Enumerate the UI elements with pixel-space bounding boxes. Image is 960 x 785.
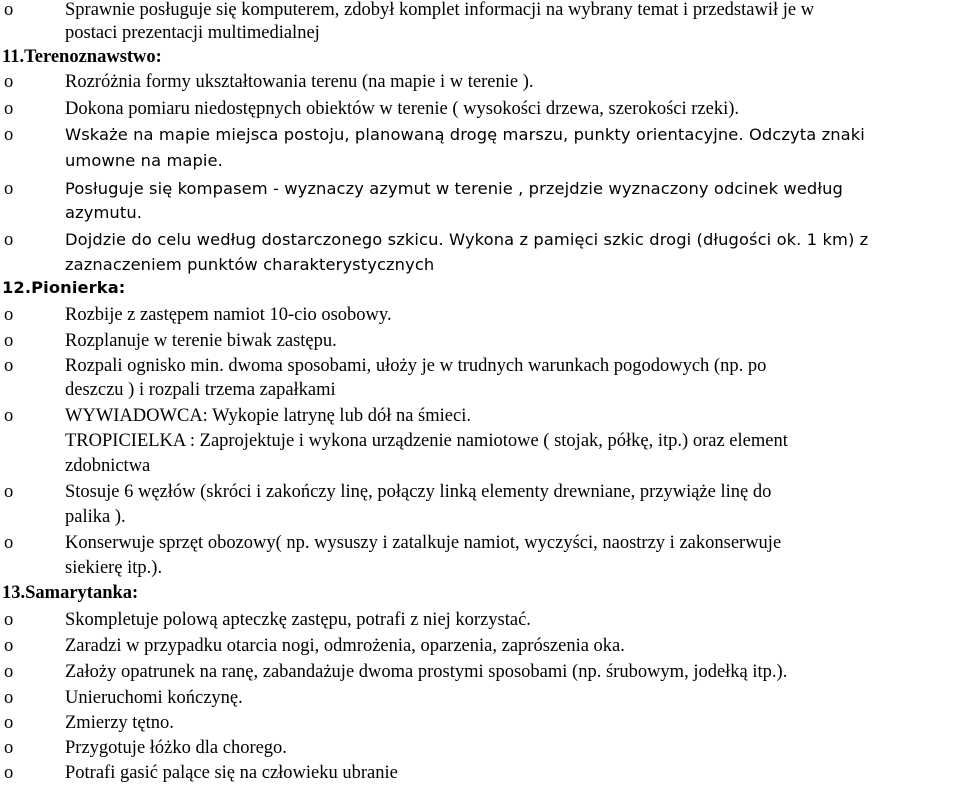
- section-heading-text: 12.Pionierka:: [2, 278, 126, 297]
- bullet-marker: o: [4, 356, 14, 376]
- bullet-marker: o: [4, 125, 14, 145]
- list-item-text: Zaradzi w przypadku otarcia nogi, odmrożenia, oparzenia, zaprószenia oka.: [65, 636, 625, 656]
- list-item-text: Rozróżnia formy ukształtowania terenu (na mapie i w terenie ).: [65, 72, 534, 92]
- list-item-text: Konserwuje sprzęt obozowy( np. wysuszy i zatalkuje namiot, wyczyści, naostrzy i zakonserwuje: [65, 533, 782, 553]
- bullet-marker: o: [4, 230, 14, 250]
- list-item-text: Stosuje 6 węzłów (skróci i zakończy linę, połączy linką elementy drewniane, przywiąże linę do: [65, 482, 772, 502]
- bullet-marker: o: [4, 738, 14, 758]
- list-item-text: WYWIADOWCA: Wykopie latrynę lub dół na śmieci.: [65, 406, 471, 426]
- list-item-text: postaci prezentacji multimedialnej: [65, 23, 320, 43]
- bullet-marker: o: [4, 688, 14, 708]
- list-item-text: TROPICIELKA : Zaprojektuje i wykona urządzenie namiotowe ( stojak, półkę, itp.) oraz element: [65, 431, 788, 451]
- list-item-text: Unieruchomi kończynę.: [65, 688, 243, 708]
- bullet-marker: o: [4, 533, 14, 553]
- list-item-text: Rozbije z zastępem namiot 10-cio osobowy.: [65, 305, 392, 325]
- section-heading: [2, 45, 162, 69]
- bullet-marker: o: [4, 305, 14, 325]
- bullet-marker: o: [4, 482, 14, 502]
- list-item-text: palika ).: [65, 507, 126, 527]
- list-item-text: deszczu ) i rozpali trzema zapałkami: [65, 380, 336, 400]
- section-heading: [2, 276, 125, 300]
- list-item-text: zaznaczeniem punktów charakterystycznych: [65, 255, 435, 274]
- section-heading-text: 11.Terenoznawstwo:: [2, 47, 162, 67]
- section-heading-text: 13.Samarytanka:: [2, 583, 139, 603]
- list-item-text: Przygotuje łóżko dla chorego.: [65, 738, 287, 758]
- bullet-marker: o: [4, 610, 14, 630]
- list-item-text: Skompletuje polową apteczkę zastępu, potrafi z niej korzystać.: [65, 610, 531, 630]
- list-item-text: Dokona pomiaru niedostępnych obiektów w terenie ( wysokości drzewa, szerokości rzeki).: [65, 99, 740, 119]
- list-item-text: siekierę itp.).: [65, 558, 163, 578]
- bullet-marker: o: [4, 179, 14, 199]
- bullet-marker: o: [4, 0, 14, 20]
- bullet-marker: o: [4, 763, 14, 783]
- bullet-marker: o: [4, 99, 14, 119]
- list-item-text: Założy opatrunek na ranę, zabandażuje dwoma prostymi sposobami (np. śrubowym, jodełką itp.).: [65, 662, 788, 682]
- list-item-text: Potrafi gasić palące się na człowieku ubranie: [65, 763, 398, 783]
- list-item-text: zdobnictwa: [65, 456, 151, 476]
- list-item-text: azymutu.: [65, 203, 143, 222]
- bullet-marker: o: [4, 331, 14, 351]
- list-item-text: Zmierzy tętno.: [65, 713, 174, 733]
- list-item-text: Dojdzie do celu według dostarczonego szkicu. Wykona z pamięci szkic drogi (długości ok. 1 km) z: [65, 230, 869, 249]
- list-item-text: Rozplanuje w terenie biwak zastępu.: [65, 331, 337, 351]
- list-item-text: Rozpali ognisko min. dwoma sposobami, ułoży je w trudnych warunkach pogodowych (np. po: [65, 356, 767, 376]
- section-heading: [2, 581, 138, 605]
- bullet-marker: o: [4, 72, 14, 92]
- bullet-marker: o: [4, 636, 14, 656]
- list-item-text: Wskaże na mapie miejsca postoju, planowaną drogę marszu, punkty orientacyjne. Odczyta znaki: [65, 125, 865, 144]
- bullet-marker: o: [4, 406, 14, 426]
- list-item-text: Sprawnie posługuje się komputerem, zdobył komplet informacji na wybrany temat i przedstawił je w: [65, 0, 815, 20]
- bullet-marker: o: [4, 662, 14, 682]
- bullet-marker: o: [4, 713, 14, 733]
- list-item-text: Posługuje się kompasem - wyznaczy azymut w terenie , przejdzie wyznaczony odcinek według: [65, 179, 843, 198]
- list-item-text: umowne na mapie.: [65, 151, 223, 170]
